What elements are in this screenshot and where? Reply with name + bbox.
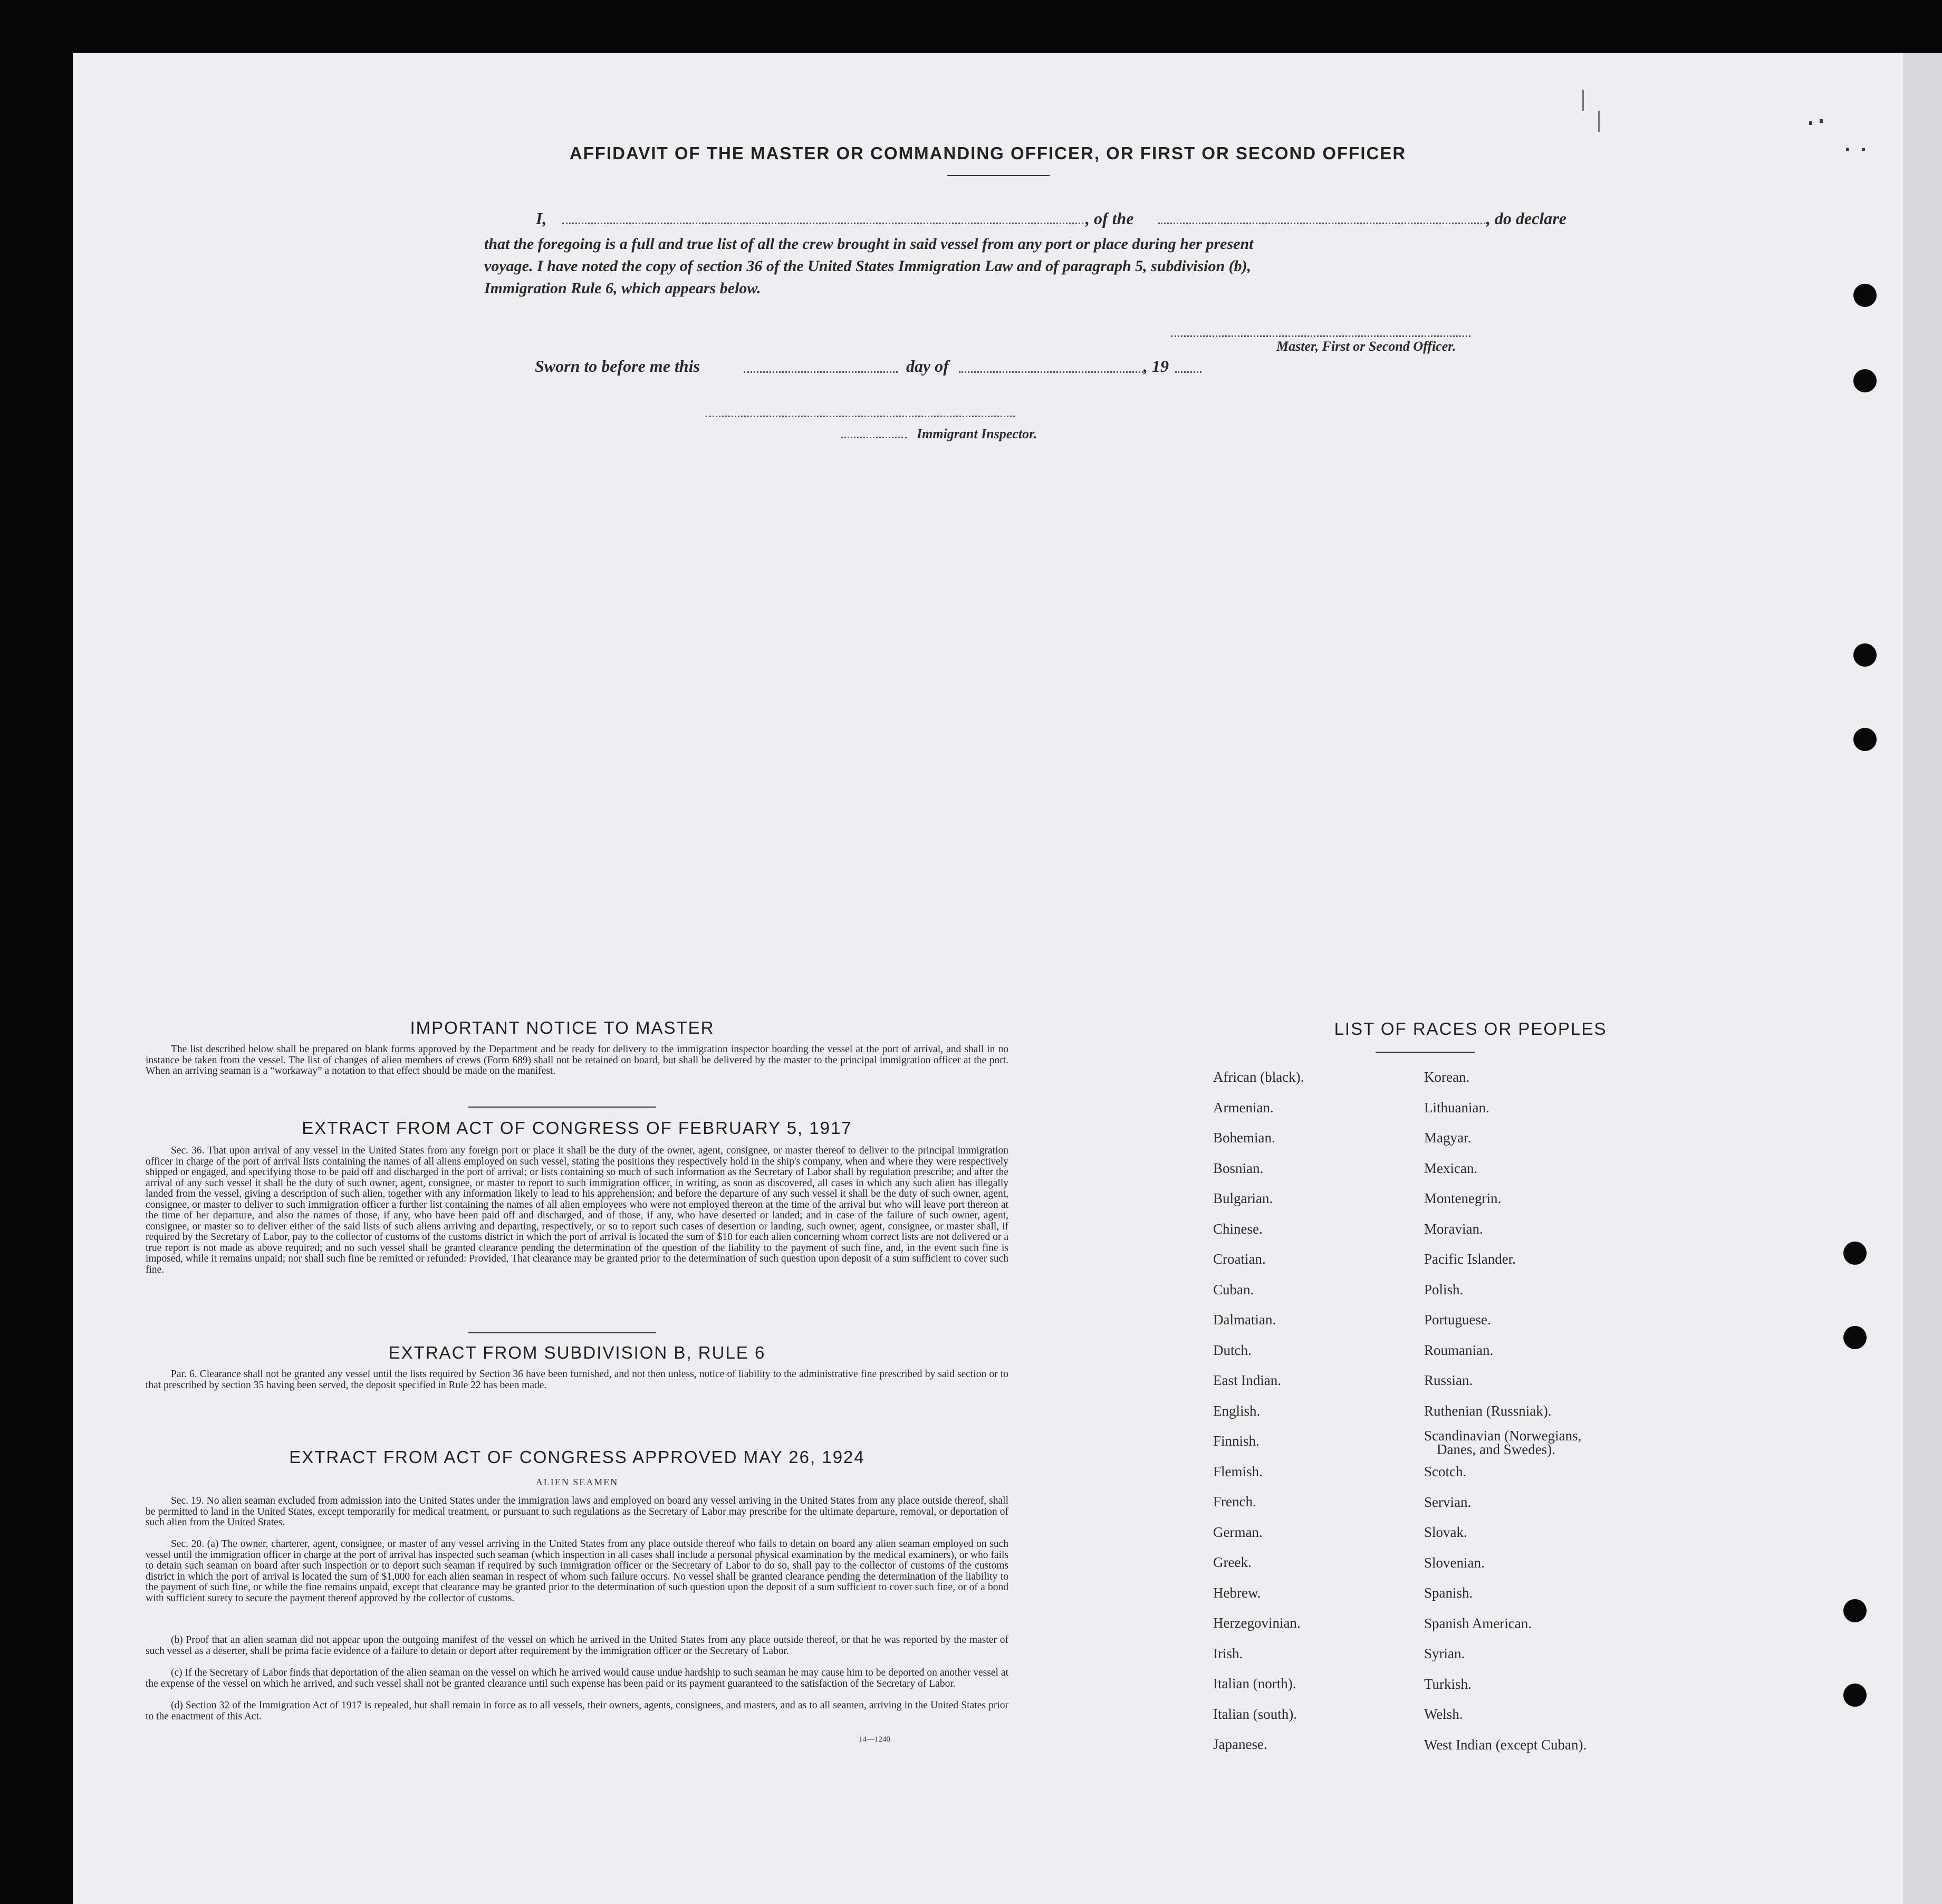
race-item: Polish. bbox=[1424, 1281, 1464, 1297]
punch-hole bbox=[1853, 284, 1877, 307]
race-item: Montenegrin. bbox=[1424, 1190, 1502, 1206]
notice-body: The list described below shall be prepared on blank forms approved by the Department and be ready for delivery to the immigration inspector boarding the vessel at the port of arrival, and shall in no instance be taken from the vessel. The list of changes of alien members of crews (Form 689) shall not be retained on board, but shall be delivered by the master to the principal immigration officer at the port. When an arriving seaman is a “workaway” a notation to that effect should be made on the manifest. bbox=[146, 1044, 1008, 1076]
race-item: Syrian. bbox=[1424, 1646, 1465, 1661]
races-title: LIST OF RACES OR PEOPLES bbox=[1334, 1019, 1607, 1038]
affidavit-body-line-3: Immigration Rule 6, which appears below. bbox=[484, 280, 761, 297]
punch-hole bbox=[1843, 1684, 1867, 1707]
day-of-label: day of bbox=[906, 357, 949, 376]
extract-1917-rule bbox=[468, 1332, 656, 1333]
form-page bbox=[73, 53, 1903, 1904]
scan-speck bbox=[1862, 148, 1865, 151]
affidavit-of-the-label: , of the bbox=[1085, 209, 1134, 228]
race-item: Flemish. bbox=[1213, 1463, 1263, 1479]
scan-speck bbox=[1809, 121, 1812, 125]
extract-1924-sec20a: Sec. 20. (a) The owner, charterer, agent, consignee, or master of any vessel arriving in the United States from any place outside thereof who fails to detain on board any alien seaman employed on such vessel until the immigration officer in charge at the port of arrival has inspected such seaman (which inspection in all cases shall include a personal physical examination by the medical examiners), or who fails to detain such seaman on board after such inspection or to deport such seaman if required by such immigration officer or the Secretary of Labor to do so, shall pay to the collector of customs of the customs district in which the port of arrival is located the sum of $1,000 for each alien seaman in respect of whom such failure occurs. No vessel shall be granted clearance pending the determination of the liability to the payment of such fine, or while the fine remains unpaid, except that clearance may be granted prior to the determination of such question upon the deposit of a sum sufficient to cover such fine, or of a bond with sufficient surety to secure the payment thereof approved by the collector of customs. bbox=[146, 1538, 1008, 1604]
race-item: Japanese. bbox=[1213, 1736, 1267, 1752]
race-item: Hebrew. bbox=[1213, 1584, 1261, 1601]
punch-hole bbox=[1843, 1599, 1867, 1622]
affidavit-declare-label: , do declare bbox=[1486, 209, 1566, 228]
race-item: Spanish. bbox=[1424, 1585, 1473, 1601]
extract-rule6-body: Par. 6. Clearance shall not be granted any vessel until the lists required by Section 36 have been furnished, and not then unless, notice of liability to the administrative fine prescribed by said section or to that prescribed by section 35 having been served, the deposit specified in Rule 22 has been made. bbox=[146, 1369, 1008, 1391]
punch-hole bbox=[1843, 1242, 1867, 1265]
race-item: Russian. bbox=[1424, 1372, 1473, 1388]
race-item: Bulgarian. bbox=[1213, 1190, 1273, 1206]
scan-speck bbox=[1820, 119, 1823, 123]
scan-speck bbox=[1598, 111, 1600, 132]
master-signature-line bbox=[1171, 335, 1470, 337]
affidavit-body-line-2: voyage. I have noted the copy of section 36 of the United States Immigration Law and of paragraph 5, subdivision (b), bbox=[484, 257, 1252, 275]
notice-title: IMPORTANT NOTICE TO MASTER bbox=[410, 1018, 715, 1037]
inspector-label: Immigrant Inspector. bbox=[917, 426, 1037, 441]
races-left-column bbox=[1213, 1062, 1304, 1760]
race-item: Spanish American. bbox=[1424, 1615, 1532, 1631]
notice-rule bbox=[468, 1107, 656, 1108]
inspector-signature-line-2 bbox=[841, 437, 907, 438]
race-item: Croatian. bbox=[1213, 1251, 1266, 1267]
race-item: Welsh. bbox=[1424, 1706, 1463, 1722]
inspector-signature-line bbox=[706, 416, 1015, 417]
punch-hole bbox=[1853, 728, 1877, 751]
master-signature-label: Master, First or Second Officer. bbox=[1276, 339, 1456, 354]
extract-1917-title: EXTRACT FROM ACT OF CONGRESS OF FEBRUARY 5, 1917 bbox=[302, 1118, 852, 1138]
year-blank bbox=[1175, 371, 1201, 373]
race-item: Ruthenian (Russniak). bbox=[1424, 1402, 1552, 1419]
extract-rule6-title: EXTRACT FROM SUBDIVISION B, RULE 6 bbox=[388, 1343, 766, 1362]
race-item: Chinese. bbox=[1213, 1220, 1263, 1237]
race-item: Turkish. bbox=[1424, 1676, 1472, 1692]
scan-edge bbox=[1903, 53, 1942, 1904]
race-item: Magyar. bbox=[1424, 1130, 1472, 1146]
scan-speck bbox=[1846, 148, 1849, 151]
race-item: Mexican. bbox=[1424, 1160, 1478, 1176]
extract-1917-body: Sec. 36. That upon arrival of any vessel in the United States from any foreign port or place it shall be the duty of the owner, agent, consignee, or master thereof to deliver to the principal immigration officer in charge of the port of arrival lists containing the names of all aliens employed on such vessel, stating the positions they respectively hold in the ship's company, when and where they were respectively shipped or engaged, and specifying those to be paid off and discharged in the port of arrival; or lists containing so much of such information as the Secretary of Labor shall by regulation prescribe; and after the arrival of any such vessel it shall be the duty of such owner, agent, consignee, or master to report to such immigration officer, in writing, as soon as discovered, all cases in which any such alien has illegally landed from the vessel, giving a description of such alien, together with any information likely to lead to his apprehension; and before the departure of any such vessel it shall be the duty of such owner, agent, consignee, or master to deliver to such immigration officer a further list containing the names of all alien employees who were not employed thereon at the time of the arrival but who will leave port thereon at the time of her departure, and also the names of those, if any, who have been paid off and discharged, and of those, if any, who have deserted or landed; and in case of the failure of such owner, agent, consignee, or master so to deliver either of the said lists of such aliens arriving and departing, respectively, or so to report such cases of desertion or landing, such owner, agent, consignee, or master shall, if required by the Secretary of Labor, pay to the collector of customs of the customs district in which the port of arrival is located the sum of $10 for each alien concerning whom correct lists are not delivered or a true report is not made as above required; and no such vessel shall be granted clearance pending the determination of the question of the liability to the payment of such fine, and, in the event such fine is imposed, while it remains unpaid; nor shall such fine be remitted or refunded: Provided, That clearance may be granted prior to the determination of such question upon deposit of a sum sufficient to cover such fine. bbox=[146, 1145, 1008, 1275]
race-item: Portuguese. bbox=[1424, 1312, 1491, 1328]
race-item: Pacific Islander. bbox=[1424, 1251, 1516, 1267]
race-item: African (black). bbox=[1213, 1069, 1304, 1085]
extract-1924-sec20b: (b) Proof that an alien seaman did not appear upon the outgoing manifest of the vessel on which he arrived in the United States from any place outside thereof, or that he was reported by the master of such vessel as a deserter, shall be prima facie evidence of a failure to detain or deport after requirement by the immigration officer or the Secretary of Labor. bbox=[146, 1634, 1008, 1657]
year-label: , 19 bbox=[1143, 357, 1169, 376]
scan-speck bbox=[1582, 90, 1584, 111]
race-item: German. bbox=[1213, 1524, 1263, 1540]
race-item: Irish. bbox=[1213, 1645, 1243, 1661]
race-item: Dutch. bbox=[1213, 1342, 1252, 1358]
race-item: Bosnian. bbox=[1213, 1160, 1264, 1176]
race-item: Slovenian. bbox=[1424, 1554, 1485, 1571]
affidavit-body-line-1: that the foregoing is a full and true list of all the crew brought in said vessel from any port or place during her present bbox=[484, 235, 1254, 253]
races-right-column bbox=[1424, 1062, 1587, 1760]
race-item: Armenian. bbox=[1213, 1099, 1274, 1116]
name-blank bbox=[562, 223, 1087, 224]
races-title-rule bbox=[1376, 1052, 1475, 1053]
race-item: Dalmatian. bbox=[1213, 1312, 1276, 1328]
race-item: Finnish. bbox=[1213, 1433, 1260, 1449]
extract-1924-sec20c: (c) If the Secretary of Labor finds that deportation of the alien seaman on the vessel on which he arrived would cause undue hardship to such seaman he may cause him to be deported on another vessel at the expense of the vessel on which he arrived, and such vessel shall not be granted clearance until such expense has been paid or its payment guaranteed to the satisfaction of the Secretary of Labor. bbox=[146, 1667, 1008, 1689]
race-item: French. bbox=[1213, 1494, 1256, 1509]
race-item: Danes, and Swedes). bbox=[1437, 1441, 1555, 1457]
form-number: 14—1240 bbox=[859, 1735, 890, 1744]
affidavit-title-rule bbox=[947, 175, 1050, 176]
race-item: Servian. bbox=[1424, 1494, 1472, 1510]
extract-1924-sec20d: (d) Section 32 of the Immigration Act of 1917 is repealed, but shall remain in force as to all vessels, their owners, agents, consignees, and masters, and as to all seamen, arriving in the United States prior to the enactment of this Act. bbox=[146, 1700, 1008, 1722]
race-item: Herzegovinian. bbox=[1213, 1615, 1301, 1631]
race-item: English. bbox=[1213, 1402, 1261, 1419]
race-item: Moravian. bbox=[1424, 1220, 1483, 1237]
extract-1924-title: EXTRACT FROM ACT OF CONGRESS APPROVED MAY 26, 1924 bbox=[289, 1447, 865, 1467]
race-item: Scandinavian (Norwegians, bbox=[1424, 1428, 1582, 1444]
punch-hole bbox=[1853, 643, 1877, 667]
race-item: Lithuanian. bbox=[1424, 1099, 1489, 1116]
sworn-label: Sworn to before me this bbox=[535, 357, 700, 376]
race-item: Greek. bbox=[1213, 1554, 1252, 1570]
race-item: Scotch. bbox=[1424, 1464, 1467, 1479]
race-item: Italian (south). bbox=[1213, 1706, 1297, 1722]
extract-1924-sec19: Sec. 19. No alien seaman excluded from admission into the United States under the immigration laws and employed on board any vessel arriving in the United States from any place outside thereof, shall be permitted to land in the United States, except temporarily for medical treatment, or pursuant to such regulations as the Secretary of Labor may prescribe for the ultimate departure, removal, or deportation of such alien from the United States. bbox=[146, 1495, 1008, 1528]
race-item: East Indian. bbox=[1213, 1372, 1281, 1388]
race-item: Korean. bbox=[1424, 1069, 1470, 1085]
affidavit-i-label: I, bbox=[536, 209, 547, 228]
affidavit-title: AFFIDAVIT OF THE MASTER OR COMMANDING OFFICER, OR FIRST OR SECOND OFFICER bbox=[569, 143, 1407, 163]
extract-1924-subtitle: ALIEN SEAMEN bbox=[535, 1477, 619, 1487]
race-item: Slovak. bbox=[1424, 1524, 1467, 1540]
month-blank bbox=[959, 371, 1143, 373]
race-item: Bohemian. bbox=[1213, 1130, 1275, 1146]
vessel-blank bbox=[1158, 223, 1488, 224]
punch-hole bbox=[1853, 369, 1877, 392]
race-item: Italian (north). bbox=[1213, 1676, 1296, 1691]
race-item: West Indian (except Cuban). bbox=[1424, 1736, 1587, 1753]
race-item: Roumanian. bbox=[1424, 1342, 1494, 1358]
sworn-date-blank bbox=[744, 371, 898, 373]
punch-hole bbox=[1843, 1326, 1867, 1349]
race-item: Cuban. bbox=[1213, 1281, 1254, 1297]
